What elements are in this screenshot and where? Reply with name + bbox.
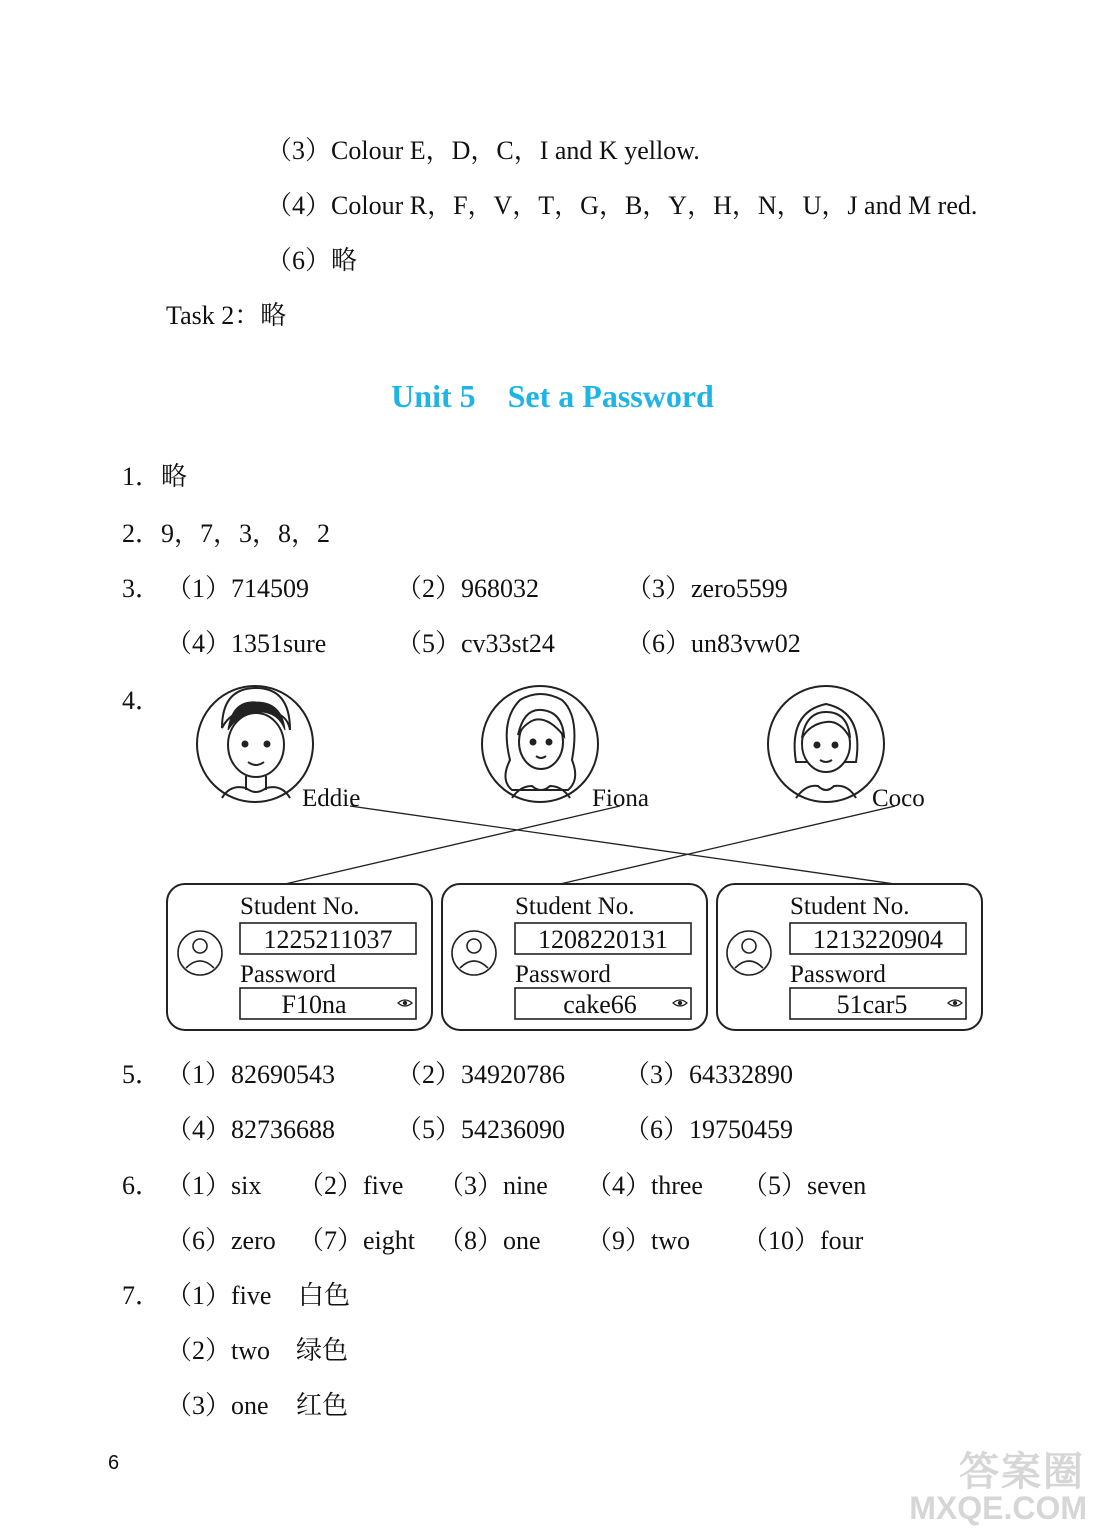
answer-line-3: （3）Colour E，D，C，I and K yellow. [266,136,700,165]
q3-item: （2）968032 [396,574,540,603]
student-no-value: 1208220131 [538,925,668,954]
q6-item: （6）zero [166,1226,276,1255]
q3-item: （4）1351sure [166,629,327,658]
avatar-eddie [197,686,313,802]
password-label: Password [515,961,611,988]
q5-item: （5）54236090 [396,1115,566,1144]
q7-item-label: （1）five [166,1281,272,1310]
avatar-coco [768,686,884,802]
q2-answer: 2．9，7，3，8，2 [122,519,331,548]
student-no-label: Student No. [240,893,360,920]
student-no-label: Student No. [515,893,635,920]
login-card-3 [717,884,982,1030]
q6-item: （2）five [298,1171,404,1200]
q3-item: （5）cv33st24 [396,629,555,658]
q5-number: 5． [122,1060,162,1089]
q7-item-color: 白色 [298,1281,351,1310]
password-value: F10na [281,990,347,1019]
password-label: Password [240,961,336,988]
q5-item: （6）19750459 [624,1115,794,1144]
password-value: 51car5 [836,990,908,1019]
q5-item: （4）82736688 [166,1115,336,1144]
q6-item: （10）four [742,1226,864,1255]
watermark-logo: 答案圈 [959,1450,1085,1494]
login-card-2 [442,884,707,1030]
answer-line-6: （6）略 [266,246,358,275]
password-value: cake66 [563,990,637,1019]
task-2-answer: Task 2：略 [166,301,287,330]
answer-line-4: （4）Colour R，F，V，T，G，B，Y，H，N，U，J and M red. [266,191,978,220]
q6-number: 6． [122,1171,162,1200]
q7-item-color: 红色 [296,1391,349,1420]
q5-item: （1）82690543 [166,1060,336,1089]
q7-item-label: （2）two [166,1336,271,1365]
match-line-fiona [285,806,620,884]
q6-item: （9）two [586,1226,691,1255]
password-label: Password [790,961,886,988]
q5-item: （2）34920786 [396,1060,566,1089]
login-card-1 [167,884,432,1030]
watermark-url: MXQE.COM [909,1490,1087,1526]
person-name-coco: Coco [872,785,925,812]
q7-item-color: 绿色 [296,1336,349,1365]
q6-item: （5）seven [742,1171,867,1200]
q1-answer: 1．略 [122,462,188,491]
unit-title: Unit 5 Set a Password [391,378,714,414]
match-line-eddie [350,806,895,884]
q3-item: （3）zero5599 [626,574,788,603]
q5-item: （3）64332890 [624,1060,794,1089]
q3-number: 3． [122,574,162,603]
page-number: 6 [108,1452,120,1474]
student-no-value: 1213220904 [813,925,943,954]
q6-item: （8）one [438,1226,541,1255]
person-name-eddie: Eddie [302,785,361,812]
person-name-fiona: Fiona [592,785,649,812]
student-no-value: 1225211037 [263,925,393,954]
q6-item: （1）six [166,1171,262,1200]
q4-number: 4． [122,686,162,715]
q6-item: （7）eight [298,1226,415,1255]
q7-item-label: （3）one [166,1391,269,1420]
student-no-label: Student No. [790,893,910,920]
q3-item: （1）714509 [166,574,310,603]
avatar-fiona [482,686,598,802]
q7-number: 7． [122,1281,162,1310]
q3-item: （6）un83vw02 [626,629,801,658]
match-line-coco [560,806,895,884]
q6-item: （4）three [586,1171,703,1200]
q6-item: （3）nine [438,1171,548,1200]
